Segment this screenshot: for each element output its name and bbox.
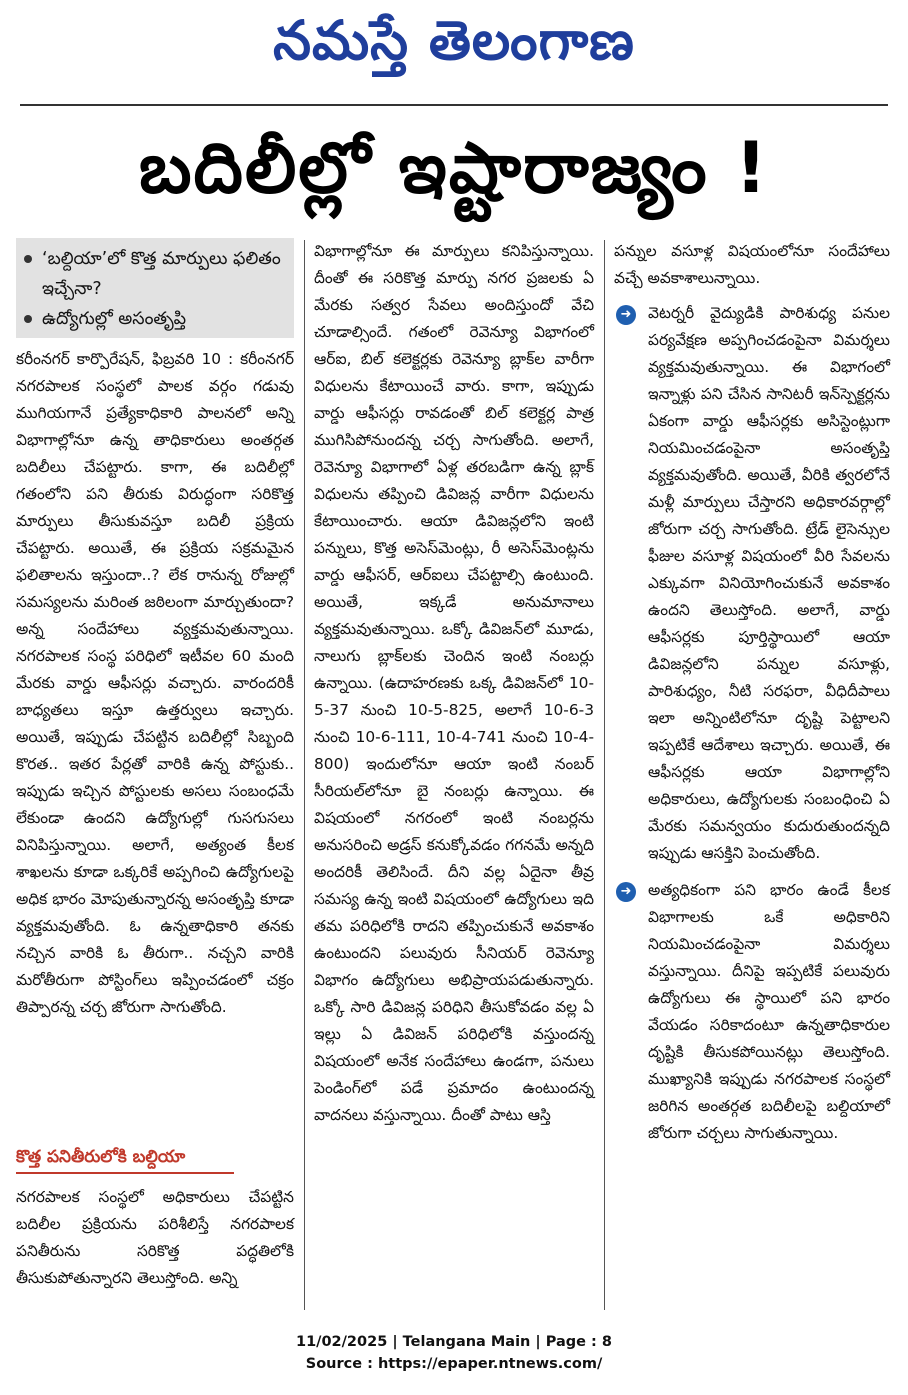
masthead: నమస్తే తెలంగాణ xyxy=(273,8,635,72)
article-paragraph: అత్యధికంగా పని భారం ఉండే కీలక విభాగాలకు ఒకే అధికారిని నియమించడంపైనా విమర్శలు వస్తున్నాయి. దీనిపై ఇప్పటికే పలువురు ఉద్యోగులు ఈ స్థాయిలో పని భారం వేయడం సరికాదంటూ ఉన్నతాధికారుల దృష్టికి తీసుకపోయినట్లు తెలుస్తోంది. ముఖ్యానికి ఇప్పుడు నగరపాలక సంస్థలో జరిగిన అంతర్గత బదిలీలపై బల్దియాలో జోరుగా చర్చలు సాగుతున్నాయి. xyxy=(648,881,890,1142)
bullet-paragraph xyxy=(614,877,890,1147)
article-column-2 xyxy=(314,238,594,1129)
highlights-box xyxy=(16,238,294,338)
footer-source: Source : https://epaper.ntnews.com/ xyxy=(305,1356,603,1372)
highlight-text: ‘బల్దియా’లో కొత్త మార్పులు ఫలితం ఇచ్చేనా? xyxy=(42,249,281,299)
column-divider xyxy=(304,240,305,1310)
subheading: కొత్త పనితీరులోకి బల్దియా xyxy=(16,1142,234,1174)
arrow-icon: ➜ xyxy=(616,305,636,325)
article-column-3 xyxy=(614,238,890,1147)
masthead-rule xyxy=(20,104,888,106)
footer-date-edition: 11/02/2025 | Telangana Main | Page : 8 xyxy=(295,1334,612,1350)
article-paragraph: పన్నుల వసూళ్ల విషయంలోనూ సందేహాలు వచ్చే అవకాశాలున్నాయి. xyxy=(614,242,890,287)
highlight-text: ఉద్యోగుల్లో అసంతృప్తి xyxy=(42,309,187,329)
article-column-1-continued xyxy=(16,1184,294,1292)
article-paragraph: వెటర్నరీ వైద్యుడికి పారిశుధ్య పనుల పర్యవేక్షణ అప్పగించడంపైనా విమర్శలు వ్యక్తమవుతున్నాయి. ఈ విభాగంలో ఇన్నాళ్లు పని చేసిన సానిటరీ ఇన్‌స్పెక్టర్లను ఏకంగా వార్డు ఆఫీసర్లకు అసిస్టెంట్లుగా నియమించడంపైనా అసంతృప్తి వ్యక్తమవుతోంది. అయితే, వీరికి త్వరలోనే మళ్లీ మార్పులు చేస్తారని అధికారవర్గాల్లో జోరుగా చర్చ సాగుతోంది. ట్రేడ్ లైసెన్సుల ఫీజుల వసూళ్ల విషయంలో వీరి సేవలను ఎక్కువగా వినియోగించుకునే అవకాశం ఉందని తెలుస్తోంది. అలాగే, వార్డు ఆఫీసర్లకు పూర్తిస్థాయిలో ఆయా డివిజన్లలోని పన్నుల వసూళ్లు, పారిశుధ్యం, నీటి సరఫరా, వీధిదీపాలు ఇలా అన్నింటిలోనూ దృష్టి పెట్టాలని ఇప్పటికే ఆదేశాలు ఇచ్చారు. అయితే, ఈ ఆఫీసర్లకు ఆయా విభాగాల్లోని అధికారులు, ఉద్యోగులకు సంబంధించి ఏ మేరకు సమన్వయం కుదురుతుందన్నది ఇప్పుడు ఆసక్తిని పెంచుతోంది. xyxy=(648,304,890,862)
arrow-icon: ➜ xyxy=(616,882,636,902)
article-paragraph: విభాగాల్లోనూ ఈ మార్పులు కనిపిస్తున్నాయి. దీంతో ఈ సరికొత్త మార్పు నగర ప్రజలకు ఏ మేరకు సత్వర సేవలు అందిస్తుందో వేచి చూడాల్సిందే. గతంలో రెవెన్యూ విభాగంలో ఆర్ఐ, బిల్ కలెక్టర్లకు రెవెన్యూ బ్లాక్‌ల వారీగా విధులను కేటాయించే వారు. కాగా, ఇప్పుడు వార్డు ఆఫీసర్లు రావడంతో బిల్ కలెక్టర్ల పాత్ర ముగిసిపోనుందన్న చర్చ సాగుతోంది. అలాగే, రెవెన్యూ విభాగాలో ఏళ్ల తరబడిగా ఉన్న బ్లాక్ విధులను తప్పించి డివిజన్ల వారీగా విధులను కేటాయించారు. ఆయా డివిజన్లలోని ఇంటి పన్నులు, కొత్త అసెస్‌మెంట్లు, రీ అసెస్‌మెంట్లను వార్డు ఆఫీసర్, ఆర్ఐలు చేపట్టాల్సి ఉంటుంది. అయితే, ఇక్కడే అనుమానాలు వ్యక్తమవుతున్నాయి. ఒక్కో డివిజన్‌లో మూడు, నాలుగు బ్లాక్‌లకు చెందిన ఇంటి నంబర్లు ఉన్నాయి. (ఉదాహరణకు ఒక్క డివిజన్‌లో 10-5-37 నుంచి 10-5-825, అలాగే 10-6-3 నుంచి 10-6-111, 10-4-741 నుంచి 10-4-800) ఇందులోనూ ఆయా ఇంటి నంబర్ సీరియల్‌లోనూ బై నంబర్లు ఉన్నాయి. ఈ విషయంలో నగరంలో ఇంటి నంబర్లను అనుసరించి అడ్రస్ కనుక్కోవడం గగనమే అన్నది అందరికీ తెలిసిందే. దీని వల్ల ఏదైనా తీవ్ర సమస్య ఉన్న ఇంటి విషయంలో ఉద్యోగులు ఇది తమ పరిధిలోకి రాదని తప్పించుకునే అవకాశం ఉంటుందని పలువురు సీనియర్ రెవెన్యూ విభాగం ఉద్యోగులు అభిప్రాయపడుతున్నారు. ఒక్కో సారి డివిజన్ల పరిధిని తీసుకోవడం వల్ల ఏ ఇల్లు ఏ డివిజన్ పరిధిలోకి వస్తుందన్న విషయంలో అనేక సందేహాలు ఉండగా, పనులు పెండింగ్‌లో పడే ప్రమాదం ఉంటుందన్న వాదనలు వస్తున్నాయి. దీంతో పాటు ఆస్తి xyxy=(314,242,594,1124)
article-paragraph: నగరపాలక సంస్థలో అధికారులు చేపట్టిన బదిలీల ప్రక్రియను పరిశీలిస్తే నగరపాలక పనితీరును సరికొత్త పద్ధతిలోకి తీసుకుపోతున్నారని తెలుస్తోంది. అన్ని xyxy=(16,1188,294,1287)
highlight-item xyxy=(16,304,294,334)
headline: బదిలీల్లో ఇష్టారాజ్యం ! xyxy=(139,127,769,209)
bullet-icon xyxy=(24,315,32,323)
highlight-item xyxy=(16,244,294,304)
article-paragraph: కరీంనగర్ కార్పొరేషన్, ఫిబ్రవరి 10 : కరీంనగర్ నగరపాలక సంస్థలో పాలక వర్గం గడువు ముగియగానే ప్రత్యేకాధికారి పాలనలో అన్ని విభాగాల్లోనూ ఉన్న తాధికారులు అంతర్గత బదిలీలు చేపట్టారు. కాగా, ఈ బదిలీల్లో గతంలోని పని తీరుకు విరుద్ధంగా సరికొత్త మార్పులు తీసుకువస్తూ బదిలీ ప్రక్రియ చేపట్టారు. అయితే, ఈ ప్రక్రియ సక్రమమైన ఫలితాలను ఇస్తుందా..? లేక రానున్న రోజుల్లో సమస్యలను మరింత జఠిలంగా మార్చుతుందా? అన్న సందేహాలు వ్యక్తమవుతున్నాయి. నగరపాలక సంస్థ పరిధిలో ఇటీవల 60 మంది మేరకు వార్డు ఆఫీసర్లు వచ్చారు. వారందరికీ బాధ్యతలు ఇస్తూ ఉత్తర్వులు ఇచ్చారు. అయితే, ఇప్పుడు చేపట్టిన బదిలీల్లో సిబ్బంది కొరత.. ఇతర పేర్లతో వారికి ఉన్న పోస్టుకు.. ఇప్పుడు ఇచ్చిన పోస్టులకు అసలు సంబంధమే లేకుండా ఉందని ఉద్యోగుల్లో గుసగుసలు వినిపిస్తున్నాయి. అలాగే, అత్యంత కీలక శాఖలను కూడా ఒక్కరికే అప్పగించి ఉద్యోగులపై అధిక భారం మోపుతున్నారన్న అసంతృప్తి కూడా వ్యక్తమవుతోంది. ఓ ఉన్నతాధికారి తనకు నచ్చిన వారికి ఓ తీరుగా.. నచ్చని వారికి మరోతీరుగా పోస్టింగ్‌లు ఇప్పించడంలో చక్రం తిప్పారన్న చర్చ జోరుగా సాగుతోంది. xyxy=(16,350,294,1016)
bullet-icon xyxy=(24,255,32,263)
bullet-paragraph xyxy=(614,300,890,867)
column-divider xyxy=(604,240,605,1310)
article-column-1 xyxy=(16,346,294,1021)
